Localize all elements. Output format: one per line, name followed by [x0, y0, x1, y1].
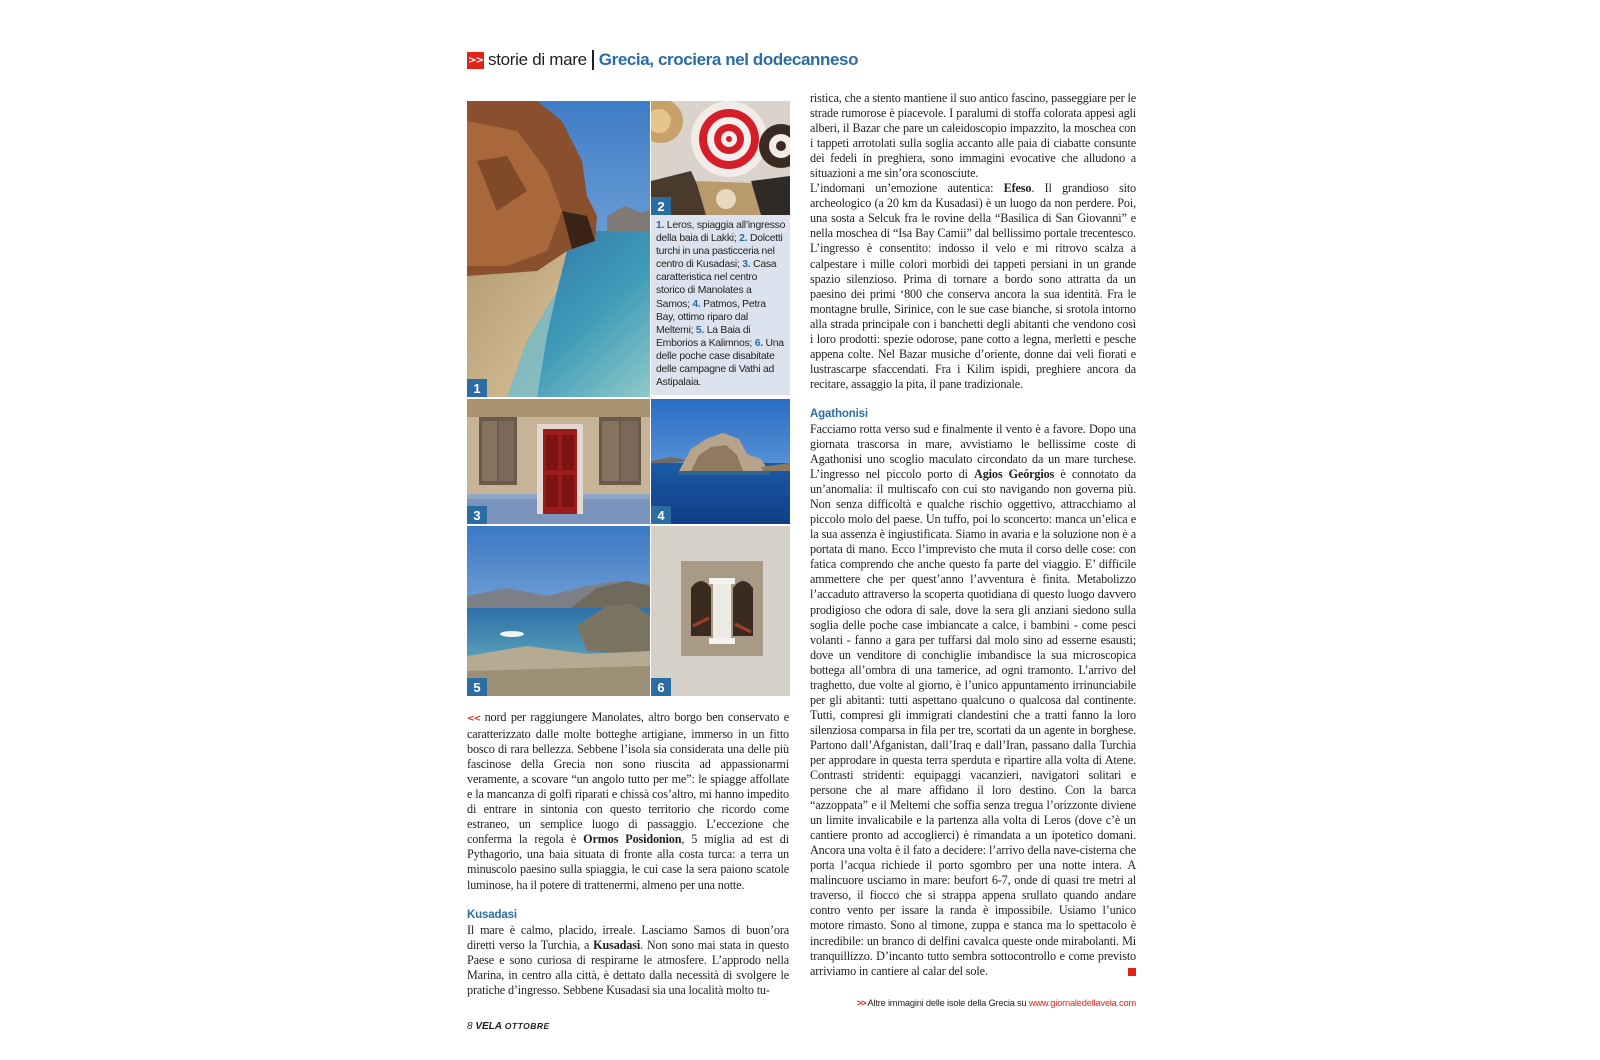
photo-2: [651, 101, 790, 215]
text-run: nord per raggiungere Manolates, altro borgo ben conservato e caratterizzato dalle molte botteghe artigiane, immerso in un fitto bosco di rara bellezza. Sebbene l’isola sia considerata una delle più fascinose della Grecia non sono riuscita ad appassionarmi veramente, a scovare “un angolo tutto per me”: le spiagge affollate e la mancanza di golfi riparati e chissà cos’altro, mi hanno impedito di entrare in sintonia con questo territorio che ricordo come estraneo, un semplice luogo di passaggio. L’eccezione che conferma la regola è: [467, 710, 789, 847]
place-name: Ormos Posidonion: [583, 832, 682, 847]
leros-beach-photo: [467, 101, 650, 397]
caption-text: Una delle poche case disabitate delle campagne di Vathi ad Astipalaia.: [656, 337, 784, 389]
left-column: [467, 710, 789, 998]
emborios-bay-photo: [467, 526, 650, 696]
text-run: Il mare è calmo, placido, irreale. Lasciamo Samos di buon’ora diretti verso la Turchia, a: [467, 922, 789, 952]
paragraph: [810, 181, 1136, 392]
photo-4: [651, 399, 790, 524]
caption-number: 4.: [692, 298, 701, 310]
caption-text: Leros, spiaggia all’ingresso della baia di Lakki;: [656, 220, 786, 245]
caption-number: 3.: [742, 259, 751, 271]
photo-number: 6: [651, 678, 671, 696]
caption-number: 6.: [754, 337, 763, 349]
paragraph: [467, 923, 789, 998]
photo-number: 4: [651, 506, 671, 524]
paragraph: ristica, che a stento mantiene il suo antico fascino, passeggiare per le strade rumorose è piacevole. I paralumi di stoffa colorata appesi agli alberi, il Bazar che pare un caleidoscopio impazzito, la moschea con i tappeti arrotolati sulla soglia accanto alle paia di ciabatte consunte dei fedeli in preghiera, sono immagini evocative che alludono a situazioni a me sin’ora sconosciute.: [810, 91, 1136, 181]
end-of-article-icon: [1128, 968, 1136, 976]
photo-3: [467, 399, 650, 524]
more-images-text: Altre immagini delle isole della Grecia su: [865, 998, 1029, 1008]
photo-number: 2: [651, 197, 671, 215]
photo-caption: [651, 215, 790, 395]
manolates-house-photo: [467, 399, 650, 524]
text-run: Facciamo rotta verso sud e finalmente il vento è a favore. Dopo una giornata trascorsa in mare, avvistiamo le bellissime coste di Agathonisi uno scoglio maculato circondato da un mare turchese. L’ingresso nel piccolo porto di: [810, 421, 1136, 482]
continued-arrow-icon: <<: [467, 714, 481, 724]
text-run: L’indomani un’emozione autentica:: [810, 181, 1004, 196]
photo-1: [467, 101, 650, 397]
photo-number: 1: [467, 379, 487, 397]
caption-number: 2.: [739, 233, 748, 245]
page-header: [467, 49, 858, 71]
header-divider: [592, 50, 594, 70]
text-run: , 5 miglia ad est di Pythagorio, una baia situata di fronte alla costa turca: a terra un minuscolo paesino sulla spiaggia, le cui case la sera paiono scatole luminose, ha il potere di trattenermi, almeno per una notte.: [467, 832, 789, 892]
page-footer: [467, 1021, 550, 1032]
text-run: . Non sono mai stata in questo Paese e sono curiosa di respirarne le atmosfere. L’approdo nella Marina, in centro alla città, è dettato dalla necessità di svolgere le pratiche d’ingresso. Sebbene Kusadasi sia una località molto tu-: [467, 937, 789, 997]
section-label: storie di mare: [488, 50, 587, 69]
photo-6: [651, 526, 790, 696]
caption-number: 1.: [656, 220, 665, 231]
issue-month: OTTOBRE: [504, 1021, 550, 1031]
magazine-name: VELA: [475, 1021, 503, 1032]
place-name: Agios Geórgios: [974, 467, 1055, 482]
photo-number: 3: [467, 506, 487, 524]
paragraph: [467, 710, 789, 893]
article-title: Grecia, crociera nel dodecanneso: [598, 50, 859, 69]
caption-number: 5.: [695, 324, 705, 336]
turkish-sweets-photo: [651, 101, 790, 215]
subheading-kusadasi: Kusadasi: [467, 908, 517, 921]
link-arrow-icon: >>: [856, 998, 866, 1008]
paragraph: [810, 422, 1136, 979]
caption-text: Casa caratteristica nel centro storico di Manolates a Samos;: [656, 259, 777, 310]
more-images-note: [817, 998, 1136, 1008]
subheading-agathonisi: Agathonisi: [810, 407, 868, 420]
section-arrow-icon: >>: [467, 52, 484, 69]
website-link[interactable]: www.giornaledellavela.com: [1028, 998, 1136, 1008]
place-name: Efeso: [1003, 181, 1032, 196]
place-name: Kusadasi: [593, 937, 641, 952]
caption-text: Patmos, Petra Bay, ottimo riparo dal Meltemi;: [656, 298, 766, 336]
photo-number: 5: [467, 678, 487, 696]
vathi-house-window-photo: [651, 526, 790, 696]
page-number: 8: [467, 1021, 473, 1032]
photo-5: [467, 526, 650, 696]
caption-text: La Baia di Emborios a Kalimnos;: [656, 324, 755, 349]
caption-text: Dolcetti turchi in una pasticceria nel centro di Kusadasi;: [656, 233, 783, 271]
text-run: . Il grandioso sito archeologico (a 20 km da Kusadasi) è un luogo da non perdere. Poi, una sosta a Selcuk fra le rovine della “Basilica di San Giovanni” e nella moschea di “Isa Bay Camii” dal bellissimo portale trecentesco. L’ingresso è consentito: indosso il velo e mi ritrovo scalza a calpestare i mille colori morbidi dei tappeti persiani in un grande spazio silenzioso. Prima di tornare a bordo sono attratta da un paesino dei primi ‘800 che conserva ancora la sua identità. Fra le montagne brulle, Sirinice, con le sue case bianche, si srotola intorno alla strada principale con i banchetti degli abitanti che vendono così i loro prodotti: spezie odorose, pane cotto a legna, merletti e pesche appena colte. Nel Bazar musiche d’oriente, donne dai veli fiorati e lustrascarpe sfaccendati. Fra i Kilim ispidi, preghiere ancora da recitare, assaggio la pita, il pane tradizionale.: [810, 181, 1136, 391]
patmos-petra-bay-photo: [651, 399, 790, 524]
text-run: è connotato da un’anomalia: il multiscafo con cui sto navigando non governa più. Non senza difficoltà e qualche rischio oggettivo, attracchiamo al piccolo molo del paese. Un tuffo, poi lo sconcerto: manca un’elica e la sua assenza è ingiustificata. Siamo in avaria e la soluzione non è a portata di mano. Ecco l’imprevisto che muta il corso delle cose: con fatica comprendo che anche questo fa parte del viaggio. E’ difficile ammettere che per quest’anno l’avventura è finita. Metabolizzo l’accaduto attraverso la scoperta quotidiana di questo luogo davvero prodigioso che odora di sale, dove la sera gli anziani siedono sulla soglia delle poche case imbiancate a calce, i bambini - come pesci volanti - fanno a gara per tuffarsi dal molo sino ad esserne esausti; dove un venditore di conchiglie imbandisce la sua microscopica bottega all’ombra di una tamerice, ad ogni tramonto. L’arrivo del traghetto, due volte al giorno, è l’unico appuntamento irrinunciabile per gli abitanti: tutti aspettano qualcuno o qualcosa dal continente. Tutti, compresi gli immigrati clandestini che a tratti fanno la loro silenziosa comparsa in fila per tre, scortati da un agente in borghese. Partono dall’Afganistan, dall’Iraq e dall’Iran, passano dalla Turchia per approdare in questa terra sperduta e ripartire alla volta di Atene. Contrasti stridenti: equipaggi vacanzieri, navigatori solitari e persone che al mare affidano il loro destino. Con la barca “azzoppata” e il Meltemi che soffia senza tregua l’orizzonte diviene un limite invalicabile e la partenza alla volta di Leros (dove c’è un cantiere pronto ad accoglierci) è rimandata a un ipotetico domani. Ancora una volta è il fato a decidere: l’arrivo della nave-cisterna che porta l’acqua richiede il porto sgombro per una notte intera. A malincuore usciamo in mare: beufort 6-7, onde di quasi tre metri al traverso, il fiocco che si strappa appena srullato quando andare contro vento per issare la randa è impossibile. Usiamo l’unico motore rimasto. Sono al timone, zuppa e stanca ma lo spettacolo è incredibile: un branco di delfini cavalca queste onde mirabolanti. Mi tranquillizzo. D’incanto tutto sembra sottocontrollo e come previsto arriviamo in cantiere al calar del sole.: [810, 467, 1136, 978]
right-column: [810, 91, 1136, 979]
